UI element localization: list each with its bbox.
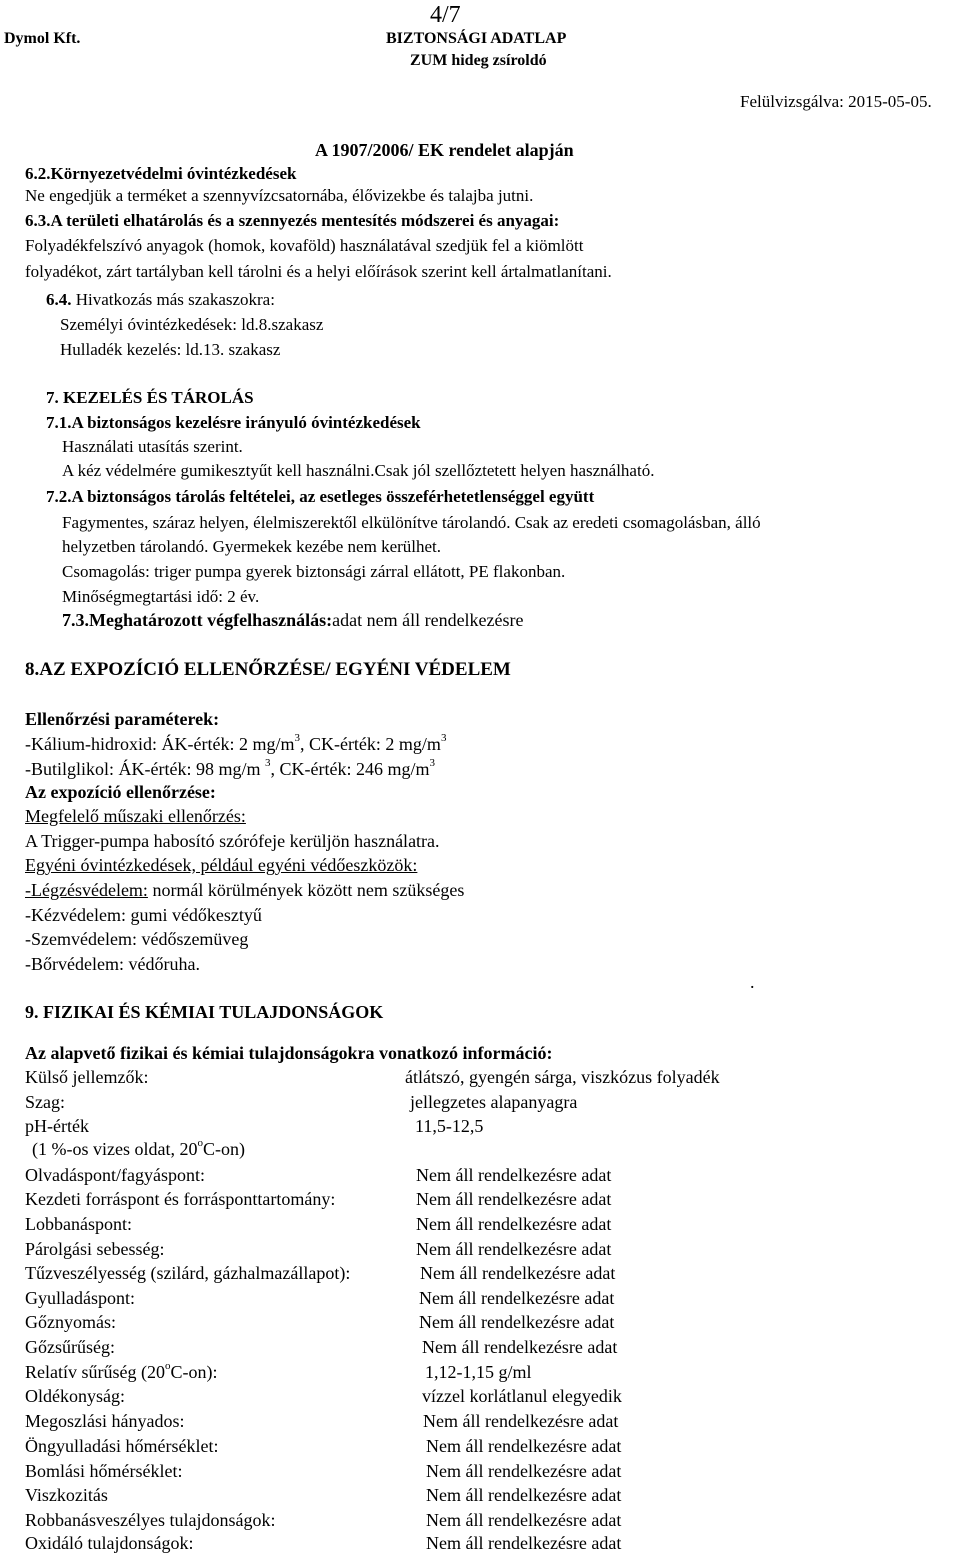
- section-7-3: [62, 610, 524, 631]
- koh-ak-exponent: 3: [294, 732, 300, 744]
- section-6-4-line2: Hulladék kezelés: ld.13. szakasz: [60, 340, 281, 359]
- section-7-2-line1: Fagymentes, száraz helyen, élelmiszerektől elkülönítve tárolandó. Csak az eredeti csomagolásban, álló: [62, 513, 761, 532]
- koh-ck-exponent: 3: [440, 732, 447, 744]
- property-value: Nem áll rendelkezésre adat: [416, 1214, 612, 1234]
- koh-ck-text: , CK-érték: 2 mg/m: [299, 734, 441, 754]
- property-label: Bomlási hőmérséklet:: [25, 1461, 183, 1481]
- property-label: Külső jellemzők:: [25, 1067, 149, 1087]
- section-7-2-line3: Csomagolás: triger pumpa gyerek biztonsági zárral ellátott, PE flakonban.: [62, 562, 566, 581]
- section-6-3-line1: Folyadékfelszívó anyagok (homok, kovaföld) használatával szedjük fel a kiömlött: [25, 236, 584, 255]
- respiratory-text: normál körülmények között nem szükséges: [147, 880, 465, 900]
- section-6-2-heading: 6.2.Környezetvédelmi óvintézkedések: [25, 164, 297, 183]
- property-value: Nem áll rendelkezésre adat: [426, 1436, 622, 1456]
- property-value: Nem áll rendelkezésre adat: [419, 1288, 615, 1308]
- property-value: Nem áll rendelkezésre adat: [420, 1263, 616, 1283]
- property-label: pH-érték: [25, 1116, 89, 1136]
- section-6-4-title: Hivatkozás más szakaszokra:: [75, 290, 275, 309]
- property-value: átlátszó, gyengén sárga, viszkózus folyadék: [405, 1067, 720, 1087]
- control-parameters-heading: Ellenőrzési paraméterek:: [25, 709, 220, 729]
- section-7-3-value: adat nem áll rendelkezésre: [332, 610, 524, 630]
- ph-note-unit: C-on): [202, 1139, 245, 1159]
- property-value: Nem áll rendelkezésre adat: [426, 1461, 622, 1481]
- section-7-2-line2: helyzetben tárolandó. Gyermekek kezébe nem kerülhet.: [62, 537, 442, 556]
- property-label: Oldékonyság:: [25, 1386, 125, 1406]
- section-7-3-heading: 7.3.Meghatározott végfelhasználás:: [62, 610, 333, 630]
- section-6-4-number: 6.4.: [46, 290, 72, 309]
- koh-ak-text: -Kálium-hidroxid: ÁK-érték: 2 mg/m: [25, 734, 295, 754]
- property-label: Lobbanáspont:: [25, 1214, 132, 1234]
- technical-control-text: A Trigger-pumpa habosító szórófeje kerüljön használatra.: [25, 831, 440, 851]
- density-degree: o: [164, 1360, 171, 1372]
- stray-dot: .: [750, 972, 755, 992]
- section-7-1-heading: 7.1.A biztonságos kezelésre irányuló óvintézkedések: [46, 413, 421, 432]
- section-6-4-line1: Személyi óvintézkedések: ld.8.szakasz: [60, 315, 324, 334]
- section-6-3-number: 6.3.: [25, 211, 51, 230]
- butil-ak-text: -Butilglikol: ÁK-érték: 98 mg/m: [25, 759, 265, 779]
- skin-protection: -Bőrvédelem: védőruha.: [25, 954, 200, 974]
- revision-date: Felülvizsgálva: 2015-05-05.: [740, 92, 932, 111]
- section-6-4-heading: [46, 290, 275, 310]
- property-label: Kezdeti forráspont és forrásponttartomány:: [25, 1189, 336, 1209]
- section-9-heading: 9. FIZIKAI ÉS KÉMIAI TULAJDONSÁGOK: [25, 1002, 384, 1022]
- ph-note-degree: o: [197, 1137, 203, 1149]
- density-label-unit: C-on):: [170, 1362, 218, 1382]
- property-value: Nem áll rendelkezésre adat: [426, 1533, 622, 1553]
- butil-ck-text: , CK-érték: 246 mg/m: [270, 759, 430, 779]
- company-name: Dymol Kft.: [4, 30, 81, 47]
- property-value: Nem áll rendelkezésre adat: [426, 1485, 622, 1505]
- property-label: Oxidáló tulajdonságok:: [25, 1533, 194, 1553]
- property-label: Gőznyomás:: [25, 1312, 116, 1332]
- section-6-3-heading: [25, 211, 559, 231]
- section-6-3-title: A területi elhatárolás és a szennyezés mentesítés módszerei és anyagai:: [50, 211, 560, 230]
- property-value: vízzel korlátlanul elegyedik: [422, 1386, 622, 1406]
- respiratory-label: -Légzésvédelem:: [25, 880, 148, 900]
- property-value: Nem áll rendelkezésre adat: [423, 1411, 619, 1431]
- butil-ak-exponent: 3: [264, 757, 271, 769]
- property-value: Nem áll rendelkezésre adat: [416, 1189, 612, 1209]
- property-value: Nem áll rendelkezésre adat: [416, 1239, 612, 1259]
- exposure-control-heading: Az expozíció ellenőrzése:: [25, 782, 216, 802]
- property-value: Nem áll rendelkezésre adat: [426, 1510, 622, 1530]
- property-label: Olvadáspont/fagyáspont:: [25, 1165, 205, 1185]
- property-value: Nem áll rendelkezésre adat: [416, 1165, 612, 1185]
- ph-note-text: (1 %-os vizes oldat, 20: [32, 1139, 198, 1159]
- property-label: Gőzsűrűség:: [25, 1337, 115, 1357]
- technical-control-heading: Megfelelő műszaki ellenőrzés:: [25, 806, 246, 826]
- property-label: Öngyulladási hőmérséklet:: [25, 1436, 219, 1456]
- ph-measurement-note: [32, 1139, 245, 1160]
- butil-ck-exponent: 3: [429, 757, 435, 769]
- section-7-2-heading: 7.2.A biztonságos tárolás feltételei, az esetleges összeférhetetlenséggel együtt: [46, 487, 595, 506]
- density-label-text: Relatív sűrűség (20: [25, 1362, 165, 1382]
- basic-properties-heading: Az alapvető fizikai és kémiai tulajdonságokra vonatkozó információ:: [25, 1043, 553, 1063]
- section-6-2-text: Ne engedjük a terméket a szennyvízcsatornába, élővizekbe és talajba jutni.: [25, 186, 534, 205]
- section-8-heading: 8.AZ EXPOZÍCIÓ ELLENŐRZÉSE/ EGYÉNI VÉDELEM: [25, 659, 511, 680]
- ppe-heading: Egyéni óvintézkedések, például egyéni védőeszközök:: [25, 855, 418, 875]
- property-value: 1,12-1,15 g/ml: [425, 1362, 532, 1382]
- property-value: Nem áll rendelkezésre adat: [419, 1312, 615, 1332]
- property-label: Gyulladáspont:: [25, 1288, 135, 1308]
- section-6-3-line2: folyadékot, zárt tartályban kell tárolni és a helyi előírások szerint kell ártalmatlanítani.: [25, 262, 612, 281]
- property-label: Robbanásveszélyes tulajdonságok:: [25, 1510, 276, 1530]
- property-label-density: [25, 1362, 217, 1383]
- property-value: 11,5-12,5: [415, 1116, 484, 1136]
- section-7-1-line2: A kéz védelmére gumikesztyűt kell használni.Csak jól szellőztetett helyen használható.: [62, 461, 655, 480]
- section-7-heading: 7. KEZELÉS ÉS TÁROLÁS: [46, 388, 254, 407]
- butylglycol-limits: [25, 759, 435, 780]
- potassium-hydroxide-limits: [25, 734, 446, 755]
- page-number: 4/7: [430, 2, 461, 28]
- document-title: BIZTONSÁGI ADATLAP: [386, 30, 567, 47]
- hand-protection: -Kézvédelem: gumi védőkesztyű: [25, 905, 262, 925]
- property-label: Szag:: [25, 1092, 65, 1112]
- regulation-line: A 1907/2006/ EK rendelet alapján: [315, 140, 574, 160]
- property-label: Viszkozitás: [25, 1485, 108, 1505]
- property-label: Párolgási sebesség:: [25, 1239, 165, 1259]
- property-value: jellegzetes alapanyagra: [410, 1092, 578, 1112]
- section-7-1-line1: Használati utasítás szerint.: [62, 437, 243, 456]
- property-label: Megoszlási hányados:: [25, 1411, 185, 1431]
- product-name: ZUM hideg zsíroldó: [410, 52, 547, 69]
- respiratory-protection: [25, 880, 464, 901]
- eye-protection: -Szemvédelem: védőszemüveg: [25, 929, 249, 949]
- property-label: Tűzveszélyesség (szilárd, gázhalmazállapot):: [25, 1263, 351, 1283]
- section-7-2-line4: Minőségmegtartási idő: 2 év.: [62, 587, 260, 606]
- property-value: Nem áll rendelkezésre adat: [422, 1337, 618, 1357]
